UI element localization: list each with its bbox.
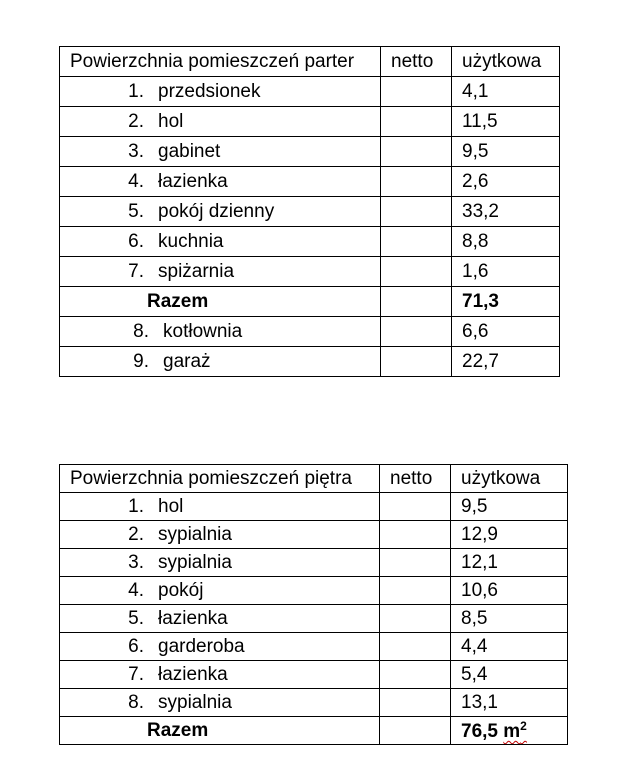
area-value: 12,9: [451, 521, 568, 549]
room-cell: [60, 77, 381, 107]
table-row: [60, 549, 568, 577]
row-number: 3.: [128, 141, 144, 162]
row-number: 5.: [128, 201, 144, 222]
row-number: 6.: [128, 231, 144, 252]
room-name: garaż: [163, 351, 211, 372]
netto-cell: [380, 689, 451, 717]
room-cell: [60, 227, 381, 257]
netto-cell: [381, 347, 452, 377]
header-uzytkowa: użytkowa: [452, 47, 560, 77]
room-cell: [60, 521, 380, 549]
table-row: [60, 137, 560, 167]
table-row: [60, 633, 568, 661]
area-value: 22,7: [452, 347, 560, 377]
room-name: kotłownia: [163, 321, 243, 342]
row-number: 8.: [128, 692, 144, 713]
table-header-row: [60, 465, 568, 493]
netto-cell: [381, 197, 452, 227]
room-cell: [60, 347, 381, 377]
row-number: 1.: [128, 81, 144, 102]
area-value: 11,5: [452, 107, 560, 137]
table-row: [60, 107, 560, 137]
room-cell: [60, 549, 380, 577]
room-name: łazienka: [158, 608, 228, 629]
area-value: 12,1: [451, 549, 568, 577]
room-name: przedsionek: [158, 81, 261, 102]
netto-cell: [380, 605, 451, 633]
netto-cell: [380, 493, 451, 521]
area-value: 9,5: [452, 137, 560, 167]
header-title: Powierzchnia pomieszczeń parter: [60, 47, 381, 77]
header-netto: netto: [381, 47, 452, 77]
area-value: 13,1: [451, 689, 568, 717]
room-name: łazienka: [158, 664, 228, 685]
netto-cell: [381, 227, 452, 257]
row-number: 3.: [128, 552, 144, 573]
area-value: 6,6: [452, 317, 560, 347]
area-value: 4,4: [451, 633, 568, 661]
area-value: 8,8: [452, 227, 560, 257]
table-row: [60, 605, 568, 633]
room-cell: [60, 197, 381, 227]
row-number: 4.: [128, 580, 144, 601]
table-row: [60, 197, 560, 227]
row-number: 8.: [133, 321, 149, 342]
netto-cell: [381, 257, 452, 287]
total-label: Razem: [147, 291, 209, 312]
table-row: [60, 661, 568, 689]
room-cell: [60, 317, 381, 347]
netto-cell: [381, 287, 452, 317]
room-cell: [60, 605, 380, 633]
row-number: 5.: [128, 608, 144, 629]
table-header-row: [60, 47, 560, 77]
table-row: [60, 257, 560, 287]
row-number: 9.: [133, 351, 149, 372]
room-name: sypialnia: [158, 524, 232, 545]
room-name: sypialnia: [158, 552, 232, 573]
area-value: 33,2: [452, 197, 560, 227]
netto-cell: [381, 107, 452, 137]
table-row: [60, 577, 568, 605]
room-cell: [60, 689, 380, 717]
header-netto: netto: [380, 465, 451, 493]
table-row: [60, 347, 560, 377]
unit-exponent: 2: [520, 719, 527, 733]
room-cell: [60, 577, 380, 605]
netto-cell: [381, 77, 452, 107]
netto-cell: [381, 167, 452, 197]
room-cell: [60, 257, 381, 287]
netto-cell: [380, 661, 451, 689]
room-name: pokój: [158, 580, 204, 601]
room-name: kuchnia: [158, 231, 224, 252]
area-value: 8,5: [451, 605, 568, 633]
area-value: 1,6: [452, 257, 560, 287]
row-number: 7.: [128, 261, 144, 282]
total-label-cell: [60, 717, 380, 745]
netto-cell: [381, 137, 452, 167]
table-row: [60, 167, 560, 197]
area-value: 10,6: [451, 577, 568, 605]
header-uzytkowa: użytkowa: [451, 465, 568, 493]
room-cell: [60, 633, 380, 661]
area-value: 5,4: [451, 661, 568, 689]
netto-cell: [380, 633, 451, 661]
total-row: [60, 287, 560, 317]
header-title: Powierzchnia pomieszczeń piętra: [60, 465, 380, 493]
table-row: [60, 77, 560, 107]
room-cell: [60, 493, 380, 521]
row-number: 6.: [128, 636, 144, 657]
area-value: 9,5: [451, 493, 568, 521]
room-cell: [60, 167, 381, 197]
row-number: 7.: [128, 664, 144, 685]
room-name: garderoba: [158, 636, 245, 657]
area-value: 2,6: [452, 167, 560, 197]
room-name: hol: [158, 496, 184, 517]
room-name: spiżarnia: [158, 261, 235, 282]
room-cell: [60, 137, 381, 167]
table-row: [60, 317, 560, 347]
table-row: [60, 227, 560, 257]
room-name: sypialnia: [158, 692, 232, 713]
area-value: 4,1: [452, 77, 560, 107]
netto-cell: [380, 549, 451, 577]
table-row: [60, 493, 568, 521]
upper-floor-area-table: [59, 464, 568, 745]
total-value: 76,5: [461, 721, 498, 742]
room-cell: [60, 107, 381, 137]
total-value: 71,3: [452, 287, 560, 317]
row-number: 2.: [128, 524, 144, 545]
room-name: pokój dzienny: [158, 201, 275, 222]
row-number: 2.: [128, 111, 144, 132]
total-label-cell: [60, 287, 381, 317]
total-value-cell: [451, 717, 568, 745]
room-cell: [60, 661, 380, 689]
netto-cell: [380, 521, 451, 549]
row-number: 1.: [128, 496, 144, 517]
area-unit: [503, 721, 527, 742]
room-name: hol: [158, 111, 184, 132]
netto-cell: [380, 717, 451, 745]
total-row: [60, 717, 568, 745]
ground-floor-area-table: [59, 46, 560, 377]
netto-cell: [381, 317, 452, 347]
room-name: gabinet: [158, 141, 221, 162]
row-number: 4.: [128, 171, 144, 192]
room-name: łazienka: [158, 171, 228, 192]
table-row: [60, 689, 568, 717]
netto-cell: [380, 577, 451, 605]
total-label: Razem: [147, 720, 209, 741]
table-row: [60, 521, 568, 549]
unit-base: m: [503, 721, 521, 742]
